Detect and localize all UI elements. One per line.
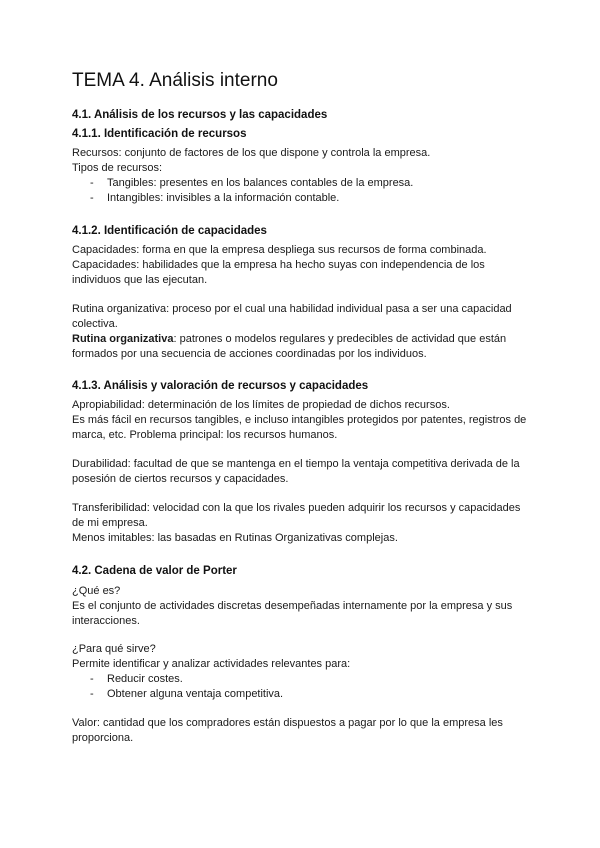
paragraph-facil: Es más fácil en recursos tangibles, e incluso intangibles protegidos por patentes, registros de marca, etc. Problema principal: los recursos humanos. bbox=[72, 414, 527, 442]
subsection-heading-4-1-3: 4.1.3. Análisis y valoración de recursos y capacidades bbox=[72, 380, 369, 392]
list-item: - Intangibles: invisibles a la información contable. bbox=[90, 192, 340, 204]
list-item-text: Tangibles: presentes en los balances contables de la empresa. bbox=[107, 177, 414, 189]
paragraph-tipos: Tipos de recursos: bbox=[72, 162, 163, 174]
paragraph-valor: Valor: cantidad que los compradores están dispuestos a pagar por lo que la empresa les proporciona. bbox=[72, 717, 503, 745]
paragraph-rutina-2 bbox=[72, 332, 532, 362]
bold-term: Rutina organizativa bbox=[72, 333, 174, 345]
paragraph-apropiabilidad: Apropiabilidad: determinación de los límites de propiedad de dichos recursos. bbox=[72, 399, 450, 411]
list-item-text: Reducir costes. bbox=[107, 673, 183, 685]
subsection-heading-4-1-1: 4.1.1. Identificación de recursos bbox=[72, 128, 247, 140]
question-que-es: ¿Qué es? bbox=[72, 585, 121, 597]
paragraph-recursos: Recursos: conjunto de factores de los que dispone y controla la empresa. bbox=[72, 147, 431, 159]
list-item-text: Intangibles: invisibles a la información contable. bbox=[107, 192, 340, 204]
paragraph-capacidades-1: Capacidades: forma en que la empresa despliega sus recursos de forma combinada. bbox=[72, 244, 487, 256]
list-item-text: Obtener alguna ventaja competitiva. bbox=[107, 688, 284, 700]
paragraph-menos-imitables: Menos imitables: las basadas en Rutinas Organizativas complejas. bbox=[72, 532, 398, 544]
paragraph-capacidades-2: Capacidades: habilidades que la empresa ha hecho suyas con independencia de los individuos que las ejecutan. bbox=[72, 259, 485, 287]
page-title: TEMA 4. Análisis interno bbox=[72, 70, 278, 91]
subsection-heading-4-1-2: 4.1.2. Identificación de capacidades bbox=[72, 225, 267, 237]
paragraph-para-que: Permite identificar y analizar actividades relevantes para: bbox=[72, 658, 351, 670]
list-item: - Tangibles: presentes en los balances contables de la empresa. bbox=[90, 177, 414, 189]
paragraph-transferibilidad: Transferibilidad: velocidad con la que los rivales pueden adquirir los recursos y capacidades de mi empresa. bbox=[72, 502, 521, 530]
paragraph-que-es: Es el conjunto de actividades discretas desempeñadas internamente por la empresa y sus interacciones. bbox=[72, 600, 513, 628]
list-item: - Reducir costes. bbox=[90, 673, 183, 685]
section-heading-4-1: 4.1. Análisis de los recursos y las capacidades bbox=[72, 109, 328, 121]
definition-text: : patrones o modelos regulares y predecibles de actividad que están formados por una secuencia de acciones coordinadas por los individuos. bbox=[72, 333, 507, 361]
paragraph-rutina-1: Rutina organizativa: proceso por el cual una habilidad individual pasa a ser una capacidad colectiva. bbox=[72, 303, 512, 331]
paragraph-durabilidad: Durabilidad: facultad de que se mantenga en el tiempo la ventaja competitiva derivada de la posesión de ciertos recursos y capacidades. bbox=[72, 458, 520, 486]
section-heading-4-2: 4.2. Cadena de valor de Porter bbox=[72, 565, 237, 577]
question-para-que: ¿Para qué sirve? bbox=[72, 643, 156, 655]
list-item: - Obtener alguna ventaja competitiva. bbox=[90, 688, 284, 700]
